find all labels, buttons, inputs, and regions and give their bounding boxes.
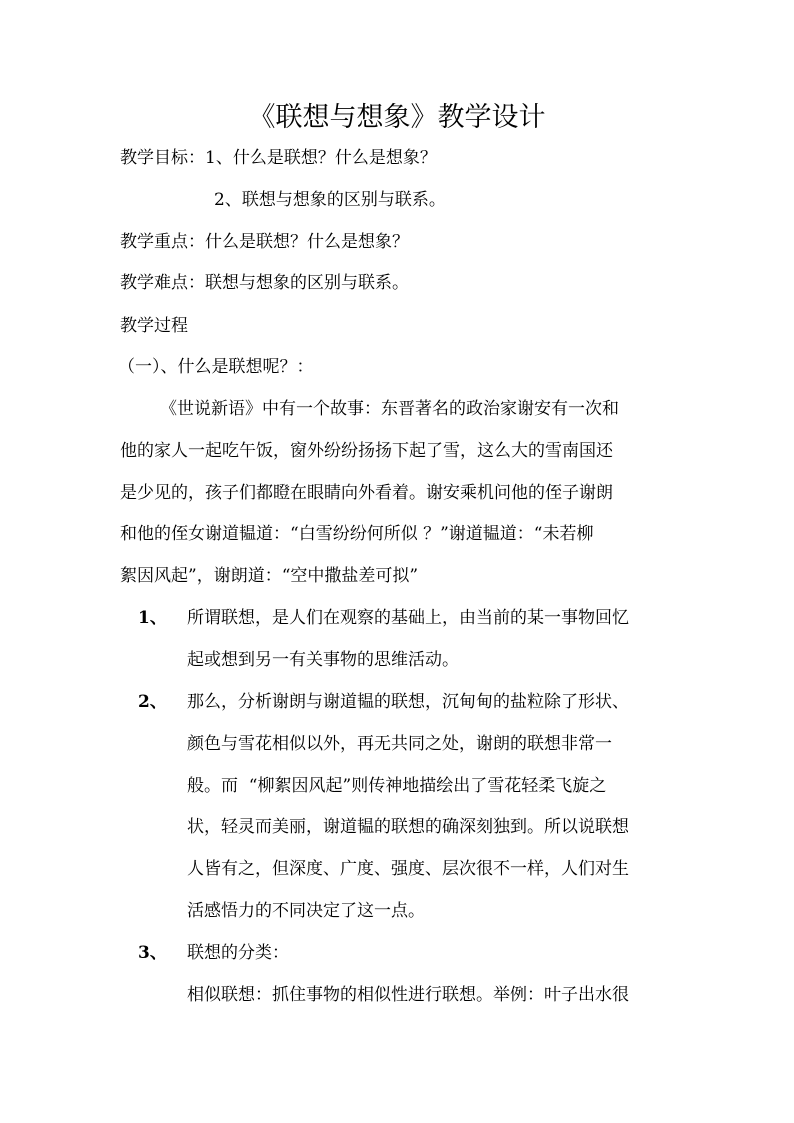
goal-2-line	[214, 188, 446, 212]
story-paragraph-line: 他的家人一起吃午饭，窗外纷纷扬扬下起了雪，这么大的雪南国还	[120, 441, 613, 461]
teaching-goal-line	[120, 146, 437, 170]
list-item-1-line: 起或想到另一有关事物的思维活动。	[187, 650, 459, 670]
story-paragraph-line: 《世说新语》中有一个故事：东晋著名的政治家谢安有一次和	[160, 399, 619, 419]
list-item-3-number: 3、	[138, 943, 167, 963]
key-point-line: 教学重点：什么是联想？什么是想象？	[120, 232, 409, 252]
story-paragraph-line: 是少见的，孩子们都瞪在眼睛向外看着。谢安乘机问他的侄子谢朗	[120, 483, 613, 503]
list-item-2-line: 人皆有之，但深度、广度、强度、层次很不一样，人们对生	[187, 859, 629, 879]
process-heading: 教学过程	[120, 316, 188, 336]
list-item-2-line: 活感悟力的不同决定了这一点。	[187, 901, 425, 921]
goal-2-number: 2、	[214, 190, 242, 210]
list-item-3-line: 相似联想：抓住事物的相似性进行联想。举例：叶子出水很	[187, 985, 629, 1005]
section-1-heading: （一）、什么是联想呢？：	[118, 357, 314, 377]
list-item-1-line: 所谓联想，是人们在观察的基础上，由当前的某一事物回忆	[187, 608, 629, 628]
goal-1-text: 什么是联想？什么是想象？	[232, 148, 437, 168]
list-item-2-number: 2、	[138, 692, 167, 712]
goal-1-number: 1、	[205, 148, 233, 168]
list-item-2-line: 般。而 “柳絮因风起”则传神地描绘出了雪花轻柔飞旋之	[187, 776, 607, 796]
list-item-2-line: 颜色与雪花相似以外，再无共同之处，谢朗的联想非常一	[187, 734, 612, 754]
difficulty-line: 教学难点：联想与想象的区别与联系。	[120, 273, 409, 293]
goal-2-text: 联想与想象的区别与联系。	[241, 190, 446, 210]
story-paragraph-line: 絮因风起”，谢朗道：“空中撒盐差可拟”	[120, 566, 419, 586]
story-paragraph-line: 和他的侄女谢道韫道：“白雪纷纷何所似 ？”谢道韫道：“未若柳	[120, 524, 594, 544]
document-title: 《联想与想象》教学设计	[248, 102, 546, 133]
list-item-2-line: 那么，分析谢朗与谢道韫的联想，沉甸甸的盐粒除了形状、	[187, 692, 629, 712]
list-item-1-number: 1、	[138, 608, 167, 628]
list-item-3-line: 联想的分类：	[187, 943, 289, 963]
teaching-goal-label: 教学目标：	[120, 148, 205, 168]
list-item-2-line: 状，轻灵而美丽，谢道韫的联想的确深刻独到。所以说联想	[187, 817, 629, 837]
